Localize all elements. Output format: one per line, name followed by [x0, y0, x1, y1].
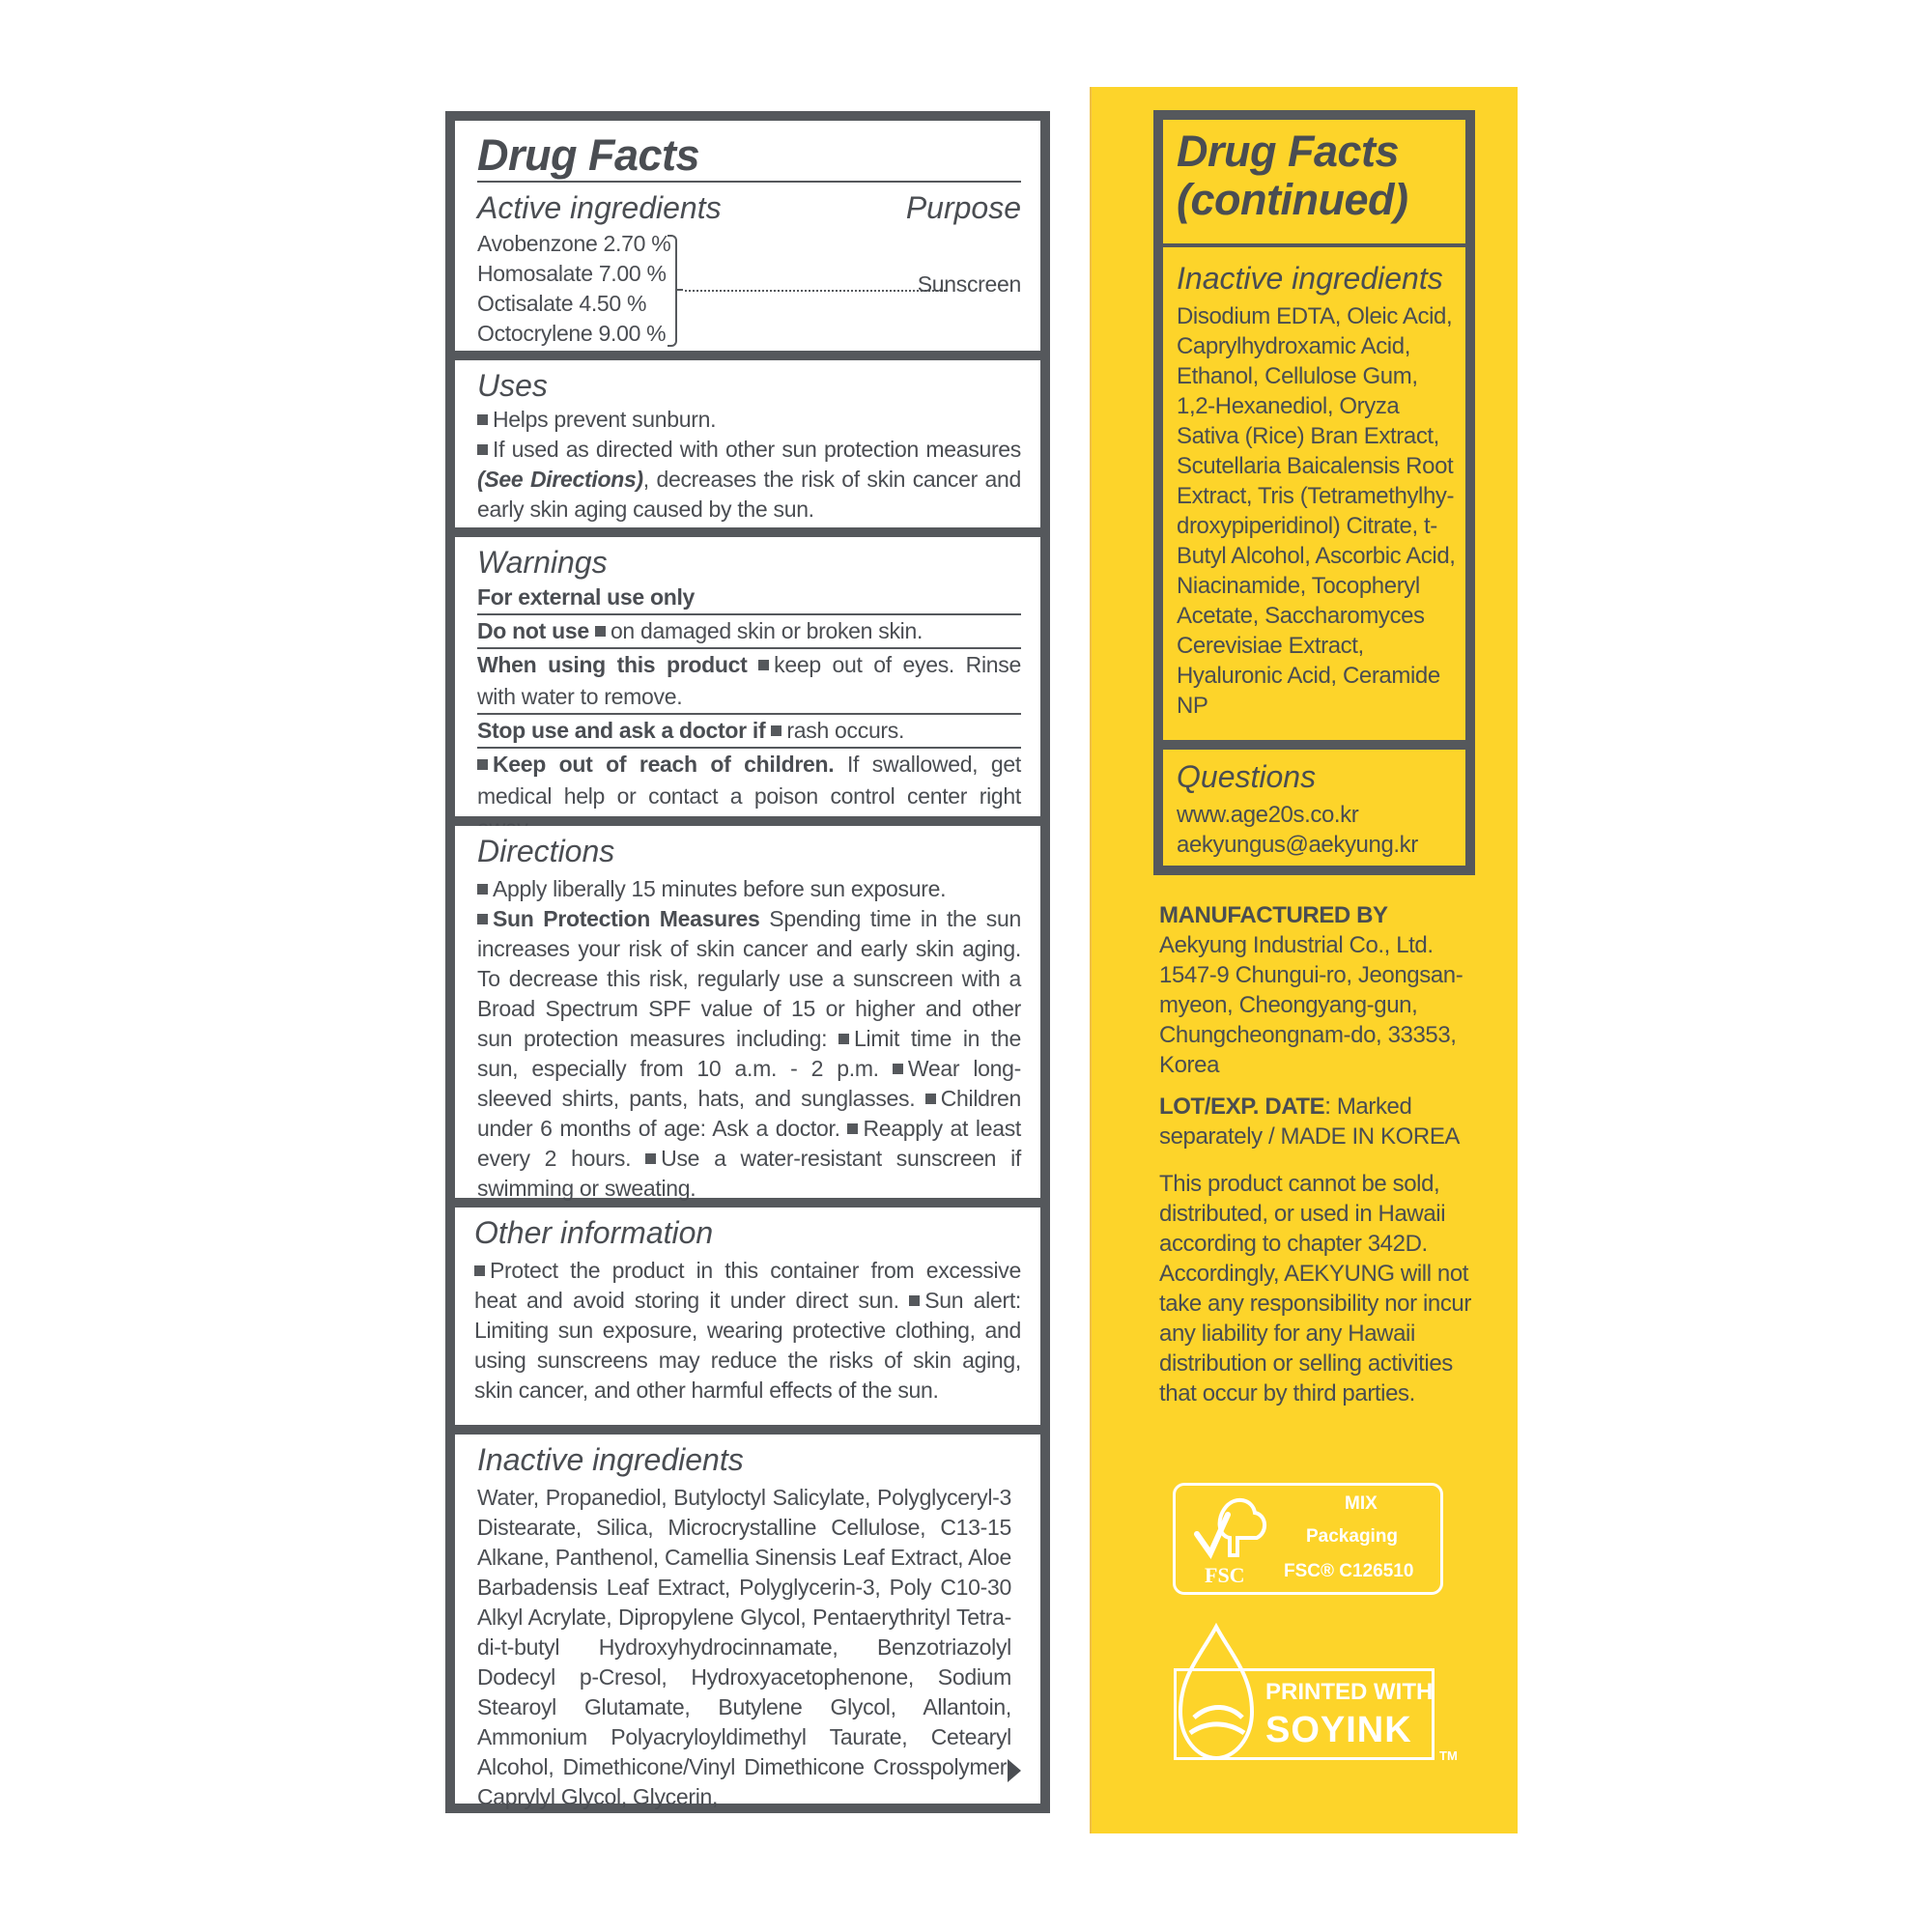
warning-keep-out: Keep out of reach of children. If swallowed, get medical help or contact a poison control center right [477, 752, 1021, 809]
bullet-square [925, 1094, 936, 1104]
active-ingredients-list [477, 229, 670, 349]
dotted-leader [685, 290, 946, 292]
continued-title: Drug Facts (continued) [1177, 127, 1408, 224]
continued-inactive-text: Disodium EDTA, Oleic Acid, Caprylhydroxamic Acid, Ethanol, Cellulose Gum, 1,2-Hexanediol, Oryza Sativa (Rice) Bran Extract, Scutellaria Baicalensis Root Extract, Tris (Tetramethylhy-droxypiperidinol) Citrate, t-Butyl Alcohol, Ascorbic Acid, Niacinamide, Tocopheryl Acetate, Saccharomyces Cerevisiae Extract, Hyaluronic Acid, Ceramide NP [1177, 303, 1456, 719]
bullet-square [477, 914, 488, 924]
bullet-square [477, 444, 488, 455]
active-ingredient: Octisalate 4.50 % [477, 291, 647, 316]
manufacturer-block [1159, 900, 1488, 1080]
directions-text: Apply liberally 15 minutes before sun exposure. Sun Protection Measures Spending time in the sun increases your risk of skin cancer and early skin aging. To decrease this risk, regularly use a sunscreen with a Broad Spectrum SPF value of 15 or higher and other sun protection measures including: Limit time in the sun, especially from 10 a.m. - 2 p.m. Wear long-sleeved shirts, pants, hats, and sunglasses. Children under 6 months of age: Ask a doctor. Reapply at least every 2 hours. Use a water-resistant sunscreen if swimming or sweating. [477, 876, 1022, 1201]
soyink-tm: TM [1439, 1748, 1458, 1763]
warning-when-using: When using this product keep out of eyes. Rinse with water to remove. [477, 649, 1021, 715]
warnings-heading: Warnings [477, 545, 608, 580]
bullet-square [595, 626, 606, 637]
other-information-box [455, 1208, 1040, 1425]
email-link[interactable]: aekyungus@aekyung.kr [1177, 832, 1418, 858]
inactive-ingredients-box [455, 1435, 1040, 1809]
manufacturer-address: Aekyung Industrial Co., Ltd. 1547-9 Chungui-ro, Jeongsan-myeon, Cheongyang-gun, Chungcheongnam-do, 33353, Korea [1159, 932, 1463, 1078]
drug-facts-continued-frame [1153, 110, 1475, 875]
fsc-mix: MIX [1345, 1493, 1378, 1514]
warning-external: For external use only [477, 582, 1021, 615]
uses-text: Helps prevent sunburn. [493, 407, 717, 432]
warning-stop-use: Stop use and ask a doctor if rash occurs. [477, 715, 1021, 749]
active-ingredients-row [477, 229, 1021, 374]
soyink-logo [1173, 1625, 1463, 1770]
continued-inactive-box [1163, 247, 1465, 740]
fsc-code: FSC® C126510 [1284, 1561, 1414, 1581]
divider [477, 181, 1021, 183]
inactive-ingredients-text: Water, Propanediol, Butyloctyl Salicylate, Polyglyceryl-3 Distearate, Silica, Microcrystalline Cellulose, C13-15 Alkane, Panthenol, Camellia Sinensis Leaf Extract, Aloe Barbadensis Leaf Extract, Polyglycerin-3, Poly C10-30 Alkyl Acrylate, Dipropylene Glycol, Pentaerythrityl Tetra-di-t-butyl Hydroxyhydrocinnamate, Benzotriazolyl Dodecyl p-Cresol, Hydroxyacetophenone, Sodium Stearoyl Glutamate, Butylene Glycol, Allantoin, Ammonium Polyacryloyldimethyl Taurate, Cetearyl Alcohol, Dimethicone/Vinyl Dimethicone Crosspolymer, Caprylyl Glycol, Glycerin, [477, 1485, 1011, 1809]
fsc-word: FSC [1205, 1563, 1245, 1587]
questions-heading: Questions [1177, 759, 1317, 794]
see-directions: (See Directions) [477, 467, 643, 492]
hawaii-notice: This product cannot be sold, distributed, or used in Hawaii according to chapter 342D. Accordingly, AEKYUNG will not take any responsibility nor incur any liability for any Hawaii distribution or selling activities that occur by third parties. [1159, 1171, 1471, 1406]
drug-facts-right-panel [1090, 87, 1518, 1833]
other-information-text: Protect the product in this container from excessive heat and avoid storing it under direct sun. Sun alert: Limiting sun exposure, wearing protective clothing, and using sunscreens may reduce the risks of skin aging, skin cancer, and other harmful effects of the sun. [474, 1258, 1022, 1403]
bullet-square [838, 1034, 849, 1044]
active-ingredients-box [455, 121, 1040, 351]
bullet-square [645, 1153, 656, 1164]
drug-facts-title: Drug Facts [477, 130, 700, 180]
soyink-word: SOYINK [1265, 1710, 1412, 1750]
directions-heading: Directions [477, 834, 615, 868]
warnings-box [455, 537, 1040, 816]
uses-text: , decreases the risk of skin cancer and early skin aging caused by the sun. [477, 467, 1021, 522]
bullet-square [477, 759, 488, 770]
uses-text: If used as directed with other sun protection measures [493, 437, 1021, 462]
uses-box [455, 360, 1040, 527]
bullet-square [474, 1265, 485, 1276]
warning-do-not-use: Do not use on damaged skin or broken skin. [477, 615, 1021, 649]
active-ingredient: Homosalate 7.00 % [477, 261, 667, 286]
inactive-ingredients-heading: Inactive ingredients [477, 1442, 744, 1477]
bullet-square [758, 660, 769, 670]
website-link[interactable]: www.age20s.co.kr [1177, 802, 1359, 828]
purpose-value: Sunscreen [917, 271, 1021, 297]
fsc-logo [1173, 1483, 1443, 1595]
bullet-square [909, 1295, 920, 1306]
uses-line [477, 435, 1021, 525]
bracket [668, 235, 677, 347]
fsc-tree-icon [1178, 1486, 1284, 1592]
continued-inactive-heading: Inactive ingredients [1177, 261, 1443, 296]
active-header-row [477, 188, 1021, 229]
uses-heading: Uses [477, 368, 548, 403]
uses-line [477, 405, 1021, 435]
other-information-heading: Other information [474, 1215, 714, 1250]
active-ingredient: Octocrylene 9.00 % [477, 321, 667, 346]
questions-box [1163, 750, 1465, 866]
soyink-printed-with: PRINTED WITH [1265, 1679, 1434, 1705]
continue-arrow-icon [1008, 1759, 1021, 1782]
purpose-heading: Purpose [905, 190, 1021, 225]
bullet-square [771, 725, 781, 736]
continued-title-box [1163, 120, 1465, 243]
directions-box [455, 826, 1040, 1201]
lot-block: LOT/EXP. DATE: Marked separately / MADE IN KOREA [1159, 1094, 1461, 1150]
drug-facts-left-panel [445, 111, 1050, 1813]
active-ingredient: Avobenzone 2.70 % [477, 231, 671, 256]
bullet-square [477, 884, 488, 895]
active-ingredients-heading: Active ingredients [477, 190, 722, 225]
fsc-packaging: Packaging [1306, 1526, 1399, 1547]
bullet-square [893, 1064, 903, 1074]
bullet-square [847, 1123, 858, 1134]
manufactured-by-label: MANUFACTURED BY [1159, 902, 1388, 928]
bullet-square [477, 414, 488, 425]
